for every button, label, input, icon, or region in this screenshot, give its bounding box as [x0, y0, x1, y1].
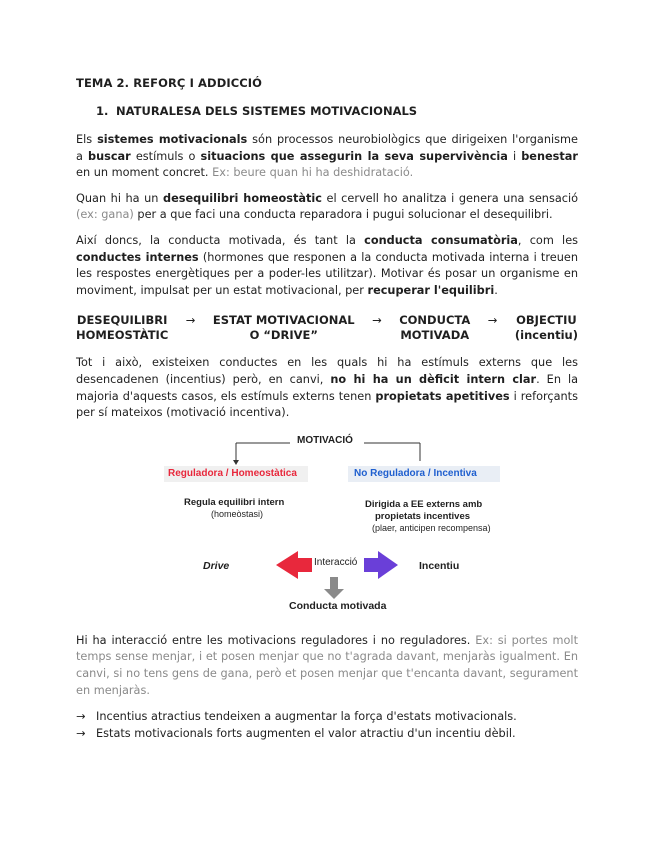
paragraph-4: Tot i això, existeixen conductes en les quals hi ha estímuls externs que les desencadenen (incentius) però, en canvi, no hi ha un dèficit intern clar. En la majoria d'aquests casos, els estímuls externs tenen propietats apetitives i reforçants per sí mateixos (motivació incentiva). — [76, 356, 579, 420]
flow-step-2: ESTAT MOTIVACIONAL O “DRIVE” — [212, 313, 355, 343]
incentive-desc: Dirigida a EE externs amb — [365, 498, 483, 510]
motivation-diagram — [76, 431, 578, 621]
document-page — [76, 76, 578, 742]
left-arrow-icon — [276, 551, 312, 579]
right-arrow-icon — [364, 551, 398, 579]
section-heading — [96, 104, 578, 118]
incentive-desc-sub: (plaer, anticipen recompensa) — [372, 522, 491, 533]
conclusion-list — [76, 708, 578, 742]
diagram-connectors — [76, 431, 578, 621]
flow-arrow: → — [185, 313, 196, 328]
regulatory-label: Reguladora / Homeostàtica — [168, 467, 297, 479]
motivation-flow — [76, 313, 578, 343]
incentive-desc-2: propietats incentives — [375, 510, 471, 522]
example-text: (ex: gana) — [76, 208, 134, 222]
regulatory-desc: Regula equilibri intern — [184, 496, 285, 508]
interaction-label: Interacció — [314, 556, 358, 568]
section-title: NATURALESA DELS SISTEMES MOTIVACIONALS — [116, 104, 418, 118]
motivation-label: MOTIVACIÓ — [297, 434, 353, 446]
motivated-behavior-label: Conducta motivada — [289, 599, 387, 612]
paragraph-3: Així doncs, la conducta motivada, és tant la conducta consumatòria, com les conductes internes (hormones que responen a la conducta motivada interna i treuen les respostes energètiques per a poder-les utilitzar). Motivar és posar un organisme en moviment, impulsat per un estat motivacional, per recuperar l'equilibri. — [76, 233, 579, 297]
flow-step-4: OBJECTIU (incentiu) — [514, 313, 578, 343]
incentive-label: No Reguladora / Incentiva — [354, 467, 477, 479]
arrow-bullet-icon: → — [76, 710, 86, 724]
flow-step-3: CONDUCTA MOTIVADA — [399, 313, 471, 343]
down-arrow-icon — [324, 577, 344, 599]
list-item: → Incentius atractius tendeixen a augmentar la força d'estats motivacionals. — [76, 710, 517, 724]
document-title: TEMA 2. REFORÇ I ADDICCIÓ — [76, 76, 263, 90]
list-item: → Estats motivacionals forts augmenten el valor atractiu d'un incentiu dèbil. — [76, 727, 516, 741]
flow-arrow: → — [372, 313, 382, 328]
paragraph-2: Quan hi ha un desequilibri homeostàtic el cervell ho analitza i genera una sensació (ex: gana) per a que faci una conducta reparadora i pugui solucionar el desequilibri. — [76, 191, 579, 222]
regulatory-desc-sub: (homeòstasi) — [211, 508, 264, 519]
section-number: 1. — [96, 104, 109, 118]
flow-arrow: → — [487, 313, 498, 328]
flow-step-1: DESEQUILIBRI HOMEOSTÀTIC — [76, 313, 169, 343]
paragraph-1: Els sistemes motivacionals són processos neurobiològics que dirigeixen l'organisme a buscar estímuls o situacions que assegurin la seva supervivència i benestar en un moment concret. Ex: beure quan hi ha deshidratació. — [76, 133, 578, 180]
paragraph-5: Hi ha interacció entre les motivacions reguladores i no reguladores. Ex: si portes molt temps sense menjar, i et posen menjar que no t'agrada davant, menjaràs igualment. En canvi, si no tens gens de gana, però et posen menjar que t'encanta davant, segurament en menjaràs. — [76, 633, 578, 697]
arrowhead-icon — [233, 460, 239, 465]
drive-label: Drive — [203, 559, 230, 572]
incentive-node-label: Incentiu — [419, 559, 460, 572]
example-text: Ex: beure quan hi ha deshidratació. — [212, 166, 414, 180]
example-text: Ex: si portes molt temps sense menjar, i et posen menjar que no t'agrada davant, menjaràs igualment. En canvi, si no tens gens de gana, però et posen menjar que t'encanta davant, segurament en menjaràs. — [76, 633, 578, 697]
arrow-bullet-icon: → — [76, 727, 86, 741]
